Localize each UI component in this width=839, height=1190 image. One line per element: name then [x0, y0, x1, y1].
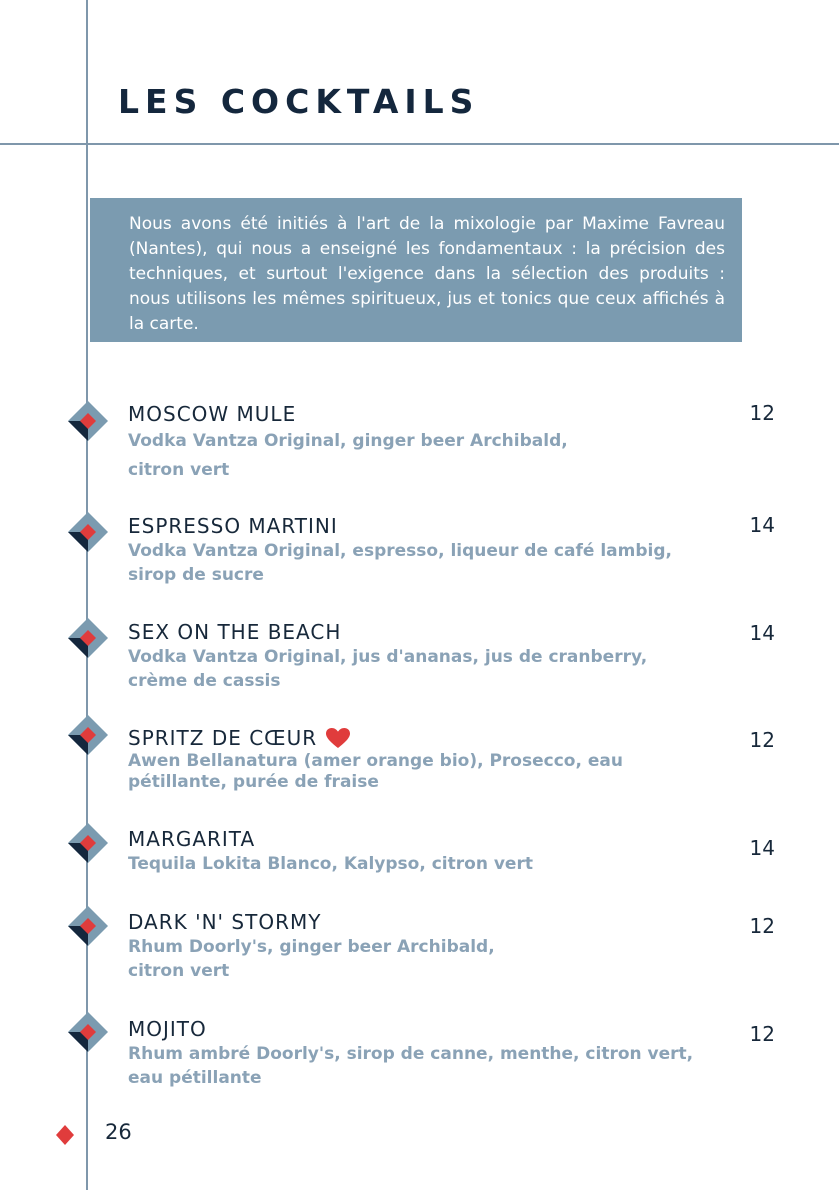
item-price: 14 [749, 513, 775, 537]
item-price: 14 [749, 621, 775, 645]
diamond-marker-icon [66, 399, 110, 443]
menu-item-sex-on-the-beach [0, 619, 839, 719]
item-description: Rhum Doorly's, ginger beer Archibald, citron vert [128, 937, 495, 981]
item-name: SEX ON THE BEACH [128, 620, 342, 644]
diamond-marker-icon [66, 1010, 110, 1054]
heart-icon [325, 727, 351, 749]
item-name: MOSCOW MULE [128, 402, 297, 426]
item-description: Vodka Vantza Original, jus d'ananas, jus de cranberry, crème de cassis [128, 647, 648, 691]
item-description: Vodka Vantza Original, ginger beer Archibald, citron vert [128, 431, 568, 480]
item-name: SPRITZ DE CŒUR [128, 725, 351, 751]
item-price: 12 [749, 1022, 775, 1046]
menu-item-espresso-martini [0, 513, 839, 613]
diamond-marker-icon [66, 510, 110, 554]
menu-item-moscow-mule [0, 401, 839, 501]
item-price: 12 [749, 401, 775, 425]
diamond-icon [55, 1124, 75, 1146]
page-title: LES COCKTAILS [118, 82, 480, 121]
item-price: 12 [749, 728, 775, 752]
diamond-marker-icon [66, 821, 110, 865]
item-name: MARGARITA [128, 827, 256, 851]
item-price: 14 [749, 836, 775, 860]
item-price: 12 [749, 914, 775, 938]
item-description: Rhum ambré Doorly's, sirop de canne, menthe, citron vert, eau pétillante [128, 1044, 694, 1088]
menu-item-mojito [0, 1016, 839, 1116]
intro-text: Nous avons été initiés à l'art de la mixologie par Maxime Favreau (Nantes), qui nous a enseigné les fondamentaux : la précision des techniques, et surtout l'exigence dans la sélection des produits : nous utilisons les mêmes spiritueux, jus et tonics que ceux affichés à la carte. [129, 214, 725, 334]
menu-item-dark-n-stormy [0, 909, 839, 1009]
horizontal-rule [0, 143, 839, 145]
menu-item-spritz-de-coeur [0, 725, 839, 825]
item-description: Awen Bellanatura (amer orange bio), Prosecco, eau pétillante, purée de fraise [128, 751, 623, 792]
diamond-marker-icon [66, 713, 110, 757]
item-name: ESPRESSO MARTINI [128, 514, 338, 538]
item-description: Tequila Lokita Blanco, Kalypso, citron vert [128, 854, 533, 874]
diamond-marker-icon [66, 904, 110, 948]
item-name: MOJITO [128, 1017, 207, 1041]
page-number: 26 [105, 1120, 132, 1144]
intro-box [90, 198, 742, 342]
item-description: Vodka Vantza Original, espresso, liqueur de café lambig, sirop de sucre [128, 541, 672, 585]
item-name: DARK 'N' STORMY [128, 910, 322, 934]
diamond-marker-icon [66, 616, 110, 660]
